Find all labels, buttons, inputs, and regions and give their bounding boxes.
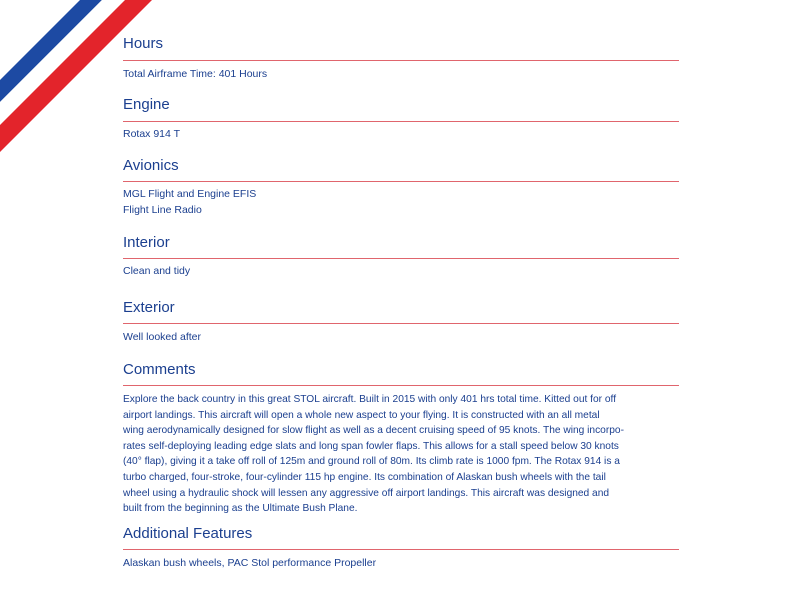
section-title-interior: Interior: [123, 234, 170, 251]
section-divider: [123, 258, 679, 259]
section-title-hours: Hours: [123, 35, 164, 52]
comments-line: rates self-deploying leading edge slats and long span fowler flaps. This allows for a stall speed below 30 knots: [123, 440, 619, 452]
section-interior: [123, 234, 679, 277]
section-body-engine: [123, 127, 180, 143]
section-divider: [123, 549, 679, 550]
corner-stripe-decoration: [0, 0, 170, 170]
comments-line: turbo charged, four-stroke, four-cylinder 115 hp engine. Its combination of Alaskan bush wheels with the tail: [123, 471, 606, 483]
section-body-avionics: [123, 187, 256, 218]
comments-line: Explore the back country in this great STOL aircraft. Built in 2015 with only 401 hrs total time. Kitted out for off: [123, 394, 617, 405]
additional-features-value: Alaskan bush wheels, PAC Stol performance Propeller: [123, 557, 377, 569]
hours-value: Total Airframe Time: 401 Hours: [123, 68, 268, 80]
comments-line: wheel using a hydraulic shock will lessen any aggressive off airport landings. This aircraft was designed and: [123, 487, 610, 499]
section-divider: [123, 385, 679, 386]
comments-line: wing aerodynamically designed for slow flight as well as a decent cruising speed of 95 knots. The wing incorpo-: [123, 425, 624, 437]
section-body-hours: [123, 67, 267, 83]
section-exterior: [123, 299, 679, 343]
avionics-line: MGL Flight and Engine EFIS: [123, 188, 257, 200]
section-title-additional-features: Additional Features: [123, 525, 253, 542]
section-hours: [123, 35, 679, 80]
section-body-additional-features: [123, 556, 376, 572]
section-divider: [123, 121, 679, 122]
avionics-line: Flight Line Radio: [123, 203, 202, 216]
section-title-exterior: Exterior: [123, 299, 175, 316]
comments-line: airport landings. This aircraft will open a whole new aspect to your flying. It is constructed with an all metal: [123, 409, 600, 421]
section-title-engine: Engine: [123, 96, 170, 113]
comments-line: built from the beginning as the Ultimate Bush Plane.: [123, 503, 358, 515]
section-title-avionics: Avionics: [123, 157, 179, 174]
section-title-comments: Comments: [123, 361, 196, 378]
section-divider: [123, 60, 679, 61]
section-divider: [123, 181, 679, 182]
section-comments: [123, 361, 679, 515]
interior-value: Clean and tidy: [123, 265, 191, 277]
comments-line: (40° flap), giving it a take off roll of 125m and ground roll of 80m. Its climb rate is 1000 fpm. The Rotax 914 is a: [123, 456, 620, 468]
section-divider: [123, 323, 679, 324]
section-body-exterior: [123, 330, 201, 346]
section-avionics: [123, 157, 679, 216]
section-engine: [123, 96, 679, 140]
section-additional-features: [123, 525, 679, 569]
engine-value: Rotax 914 T: [123, 128, 181, 140]
comments-paragraph: [123, 392, 679, 517]
section-body-interior: [123, 264, 190, 280]
exterior-value: Well looked after: [123, 331, 202, 343]
